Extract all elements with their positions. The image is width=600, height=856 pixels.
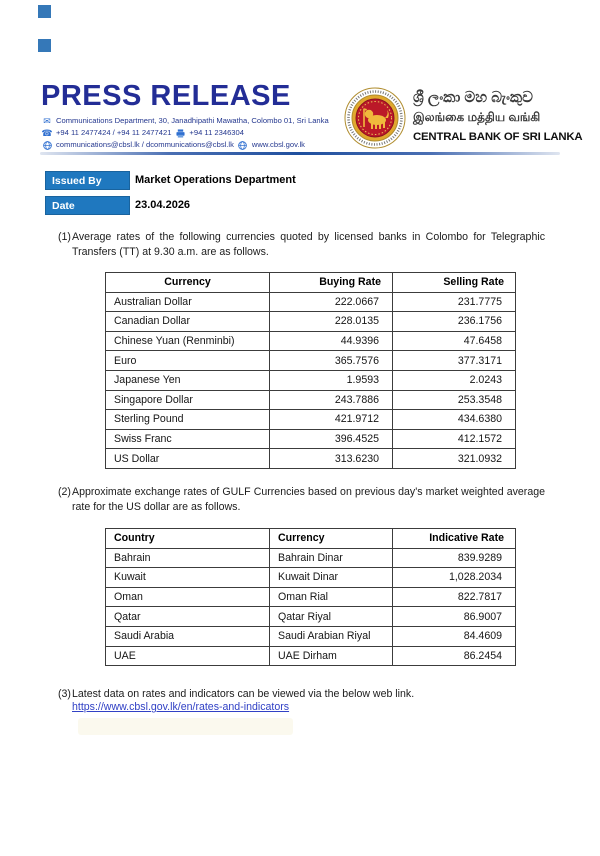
table-cell: UAE — [106, 646, 270, 666]
issued-by-value: Market Operations Department — [135, 174, 296, 186]
contact-emails: communications@cbsl.lk / dcommunications@cbsl.lk — [56, 140, 234, 150]
envelope-icon: ✉ — [43, 116, 51, 126]
contact-email-row — [42, 139, 329, 151]
table-row — [106, 351, 516, 371]
table-row — [106, 410, 516, 430]
currency-rates-table — [105, 272, 516, 469]
table-row — [106, 568, 516, 588]
column-header: Currency — [106, 273, 270, 293]
table-cell: Qatar Riyal — [270, 607, 393, 627]
table-cell: 236.1756 — [393, 312, 516, 332]
globe-icon — [238, 141, 248, 150]
table-cell: 44.9396 — [270, 331, 393, 351]
table-row — [106, 449, 516, 469]
table-cell: 1,028.2034 — [393, 568, 516, 588]
table-cell: US Dollar — [106, 449, 270, 469]
section-3-paragraph — [58, 687, 545, 702]
table-row — [106, 429, 516, 449]
table-cell: 321.0932 — [393, 449, 516, 469]
section-number: (1) — [58, 231, 71, 243]
contact-website: www.cbsl.gov.lk — [251, 140, 305, 150]
column-header: Buying Rate — [270, 273, 393, 293]
table-cell: Kuwait Dinar — [270, 568, 393, 588]
table-cell: Saudi Arabia — [106, 626, 270, 646]
table-cell: Oman Rial — [270, 587, 393, 607]
table-header-row — [106, 529, 516, 549]
table-cell: 86.2454 — [393, 646, 516, 666]
table-row — [106, 370, 516, 390]
page-title: PRESS RELEASE — [41, 80, 291, 112]
contact-block — [42, 115, 329, 152]
table-cell: Bahrain Dinar — [270, 548, 393, 568]
table-cell: 434.6380 — [393, 410, 516, 430]
table-cell: 231.7775 — [393, 292, 516, 312]
table-cell: Swiss Franc — [106, 429, 270, 449]
table-cell: Singapore Dollar — [106, 390, 270, 410]
table-cell: 396.4525 — [270, 429, 393, 449]
table-cell: 243.7886 — [270, 390, 393, 410]
table-cell: 421.9712 — [270, 410, 393, 430]
table-cell: 47.6458 — [393, 331, 516, 351]
table-cell: 365.7576 — [270, 351, 393, 371]
table-cell: 1.9593 — [270, 370, 393, 390]
table-cell: 2.0243 — [393, 370, 516, 390]
table-cell: Kuwait — [106, 568, 270, 588]
issued-by-label: Issued By — [45, 171, 130, 190]
central-bank-logo — [344, 87, 406, 149]
table-cell: 228.0135 — [270, 312, 393, 332]
table-cell: UAE Dirham — [270, 646, 393, 666]
table-cell: 313.6230 — [270, 449, 393, 469]
fax-printer-icon — [175, 129, 185, 138]
table-cell: Sterling Pound — [106, 410, 270, 430]
scan-artifact — [78, 718, 293, 735]
table-row — [106, 646, 516, 666]
table-cell: Chinese Yuan (Renminbi) — [106, 331, 270, 351]
table-cell: 253.3548 — [393, 390, 516, 410]
phone-icon: ☎ — [41, 128, 53, 139]
table-row — [106, 587, 516, 607]
section-text: Average rates of the following currencies quoted by licensed banks in Colombo for Telegraphic Transfers (TT) at 9.30 a.m. are as follows. — [72, 231, 545, 258]
table-cell: Oman — [106, 587, 270, 607]
table-header-row — [106, 273, 516, 293]
corner-square-icon — [38, 5, 51, 18]
contact-address-row — [42, 115, 329, 127]
date-label: Date — [45, 196, 130, 215]
bank-name-english: CENTRAL BANK OF SRI LANKA — [413, 131, 583, 143]
section-1-paragraph — [58, 230, 545, 259]
table-row — [106, 390, 516, 410]
section-number: (2) — [58, 486, 71, 498]
contact-phone-row — [42, 127, 329, 139]
globe-icon — [42, 141, 52, 150]
table-cell: Australian Dollar — [106, 292, 270, 312]
date-value: 23.04.2026 — [135, 199, 191, 211]
table-cell: Japanese Yen — [106, 370, 270, 390]
bank-name-tamil: இலங்கை மத்திய வங்கி — [413, 110, 541, 124]
gulf-currency-rates-table — [105, 528, 516, 666]
table-cell: 86.9007 — [393, 607, 516, 627]
table-cell: 222.0667 — [270, 292, 393, 312]
table-row — [106, 331, 516, 351]
contact-fax: +94 11 2346304 — [189, 128, 244, 138]
column-header: Currency — [270, 529, 393, 549]
corner-square-icon — [38, 39, 51, 52]
section-2-paragraph — [58, 485, 545, 514]
table-cell: 839.9289 — [393, 548, 516, 568]
header-divider — [40, 152, 560, 155]
contact-address: Communications Department, 30, Janadhipathi Mawatha, Colombo 01, Sri Lanka — [56, 116, 329, 125]
table-cell: 822.7817 — [393, 587, 516, 607]
rates-indicators-link[interactable]: https://www.cbsl.gov.lk/en/rates-and-indicators — [72, 701, 290, 713]
table-row — [106, 292, 516, 312]
contact-phones: +94 11 2477424 / +94 11 2477421 — [56, 128, 172, 138]
table-cell: Canadian Dollar — [106, 312, 270, 332]
table-cell: Euro — [106, 351, 270, 371]
table-cell: Saudi Arabian Riyal — [270, 626, 393, 646]
section-text: Approximate exchange rates of GULF Currencies based on previous day's market weighted average rate for the US dollar are as follows. — [72, 486, 545, 513]
table-cell: 412.1572 — [393, 429, 516, 449]
column-header: Indicative Rate — [393, 529, 516, 549]
table-cell: Qatar — [106, 607, 270, 627]
table-row — [106, 626, 516, 646]
column-header: Selling Rate — [393, 273, 516, 293]
table-cell: 84.4609 — [393, 626, 516, 646]
section-text: Latest data on rates and indicators can be viewed via the below web link. — [72, 688, 415, 700]
bank-name-sinhala: ශ්‍රී ලංකා මහ බැංකුව — [413, 89, 533, 106]
table-row — [106, 607, 516, 627]
section-number: (3) — [58, 688, 71, 700]
bank-name-block — [413, 88, 583, 147]
table-cell: Bahrain — [106, 548, 270, 568]
column-header: Country — [106, 529, 270, 549]
table-row — [106, 548, 516, 568]
table-cell: 377.3171 — [393, 351, 516, 371]
table-row — [106, 312, 516, 332]
